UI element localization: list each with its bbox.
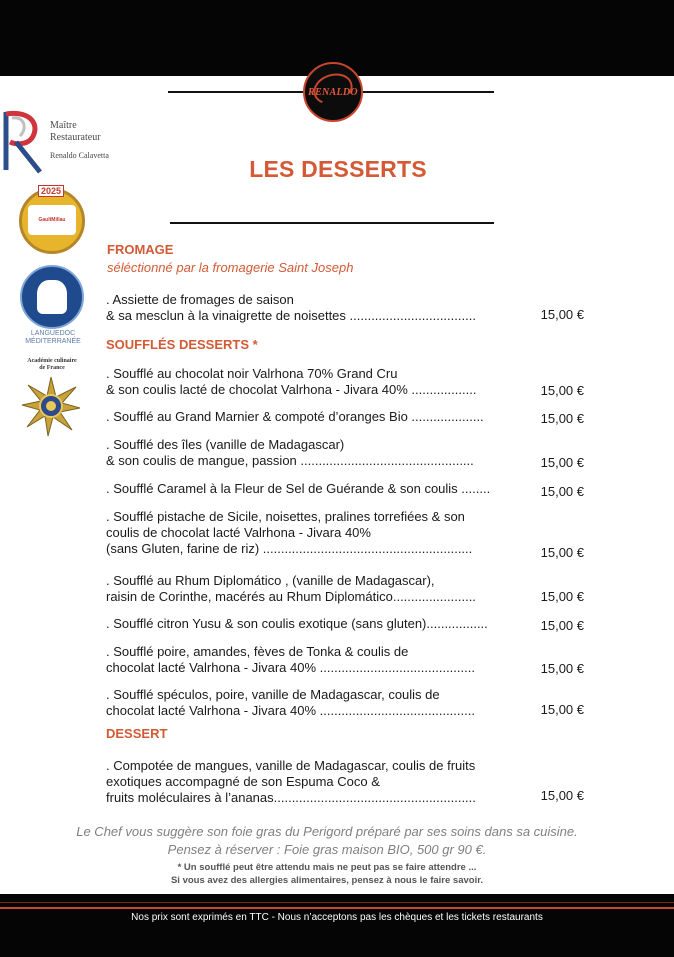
restaurateur-line: Restaurateur — [50, 132, 101, 143]
item-price: 15,00 € — [540, 484, 584, 499]
medal-label: GaultMillau — [28, 205, 76, 235]
menu-item — [106, 644, 498, 676]
region-line-1: LANGUEDOC — [30, 330, 76, 337]
header-rule-right — [362, 91, 494, 93]
item-price: 15,00 € — [540, 618, 584, 633]
item-line: coulis de chocolat lacté Valrhona - Jivara 40% — [106, 525, 371, 540]
item-price: 15,00 € — [540, 307, 584, 322]
item-line: . Soufflé des îles (vanille de Madagascar) — [106, 437, 345, 452]
maitre-line: Maître — [50, 120, 77, 131]
item-price: 15,00 € — [540, 545, 584, 560]
bottom-accent-thin — [0, 902, 674, 903]
souffle-note: * Un soufflé peut être attendu mais ne peut pas se faire attendre ... — [177, 862, 477, 873]
menu-item — [106, 509, 498, 557]
logo-swash-icon — [309, 69, 356, 110]
item-line: . Soufflé spéculos, poire, vanille de Madagascar, coulis de — [106, 687, 440, 702]
allergy-note: Si vous avez des allergies alimentaires, pensez à nous le faire savoir. — [170, 875, 484, 886]
academie-label — [16, 358, 88, 372]
legal-notice: Nos prix sont exprimés en TTC - Nous n’acceptons pas les chèques et les tickets restaurants — [131, 912, 543, 923]
item-line: chocolat lacté Valrhona - Jivara 40% ........................................... — [106, 703, 475, 718]
chef-suggestion — [60, 823, 594, 859]
section-heading-souffles: SOUFFLÉS DESSERTS * — [106, 337, 258, 352]
academie-star-icon — [20, 375, 82, 437]
item-line: . Compotée de mangues, vanille de Madagascar, coulis de fruits — [106, 758, 476, 773]
section-heading-fromage: FROMAGE — [107, 242, 174, 257]
menu-item — [106, 409, 498, 425]
menu-item — [106, 573, 498, 605]
item-price: 15,00 € — [540, 788, 584, 803]
menu-item — [106, 366, 498, 398]
item-line: . Soufflé au Grand Marnier & compoté d’oranges Bio .................... — [106, 409, 484, 424]
item-line: . Soufflé Caramel à la Fleur de Sel de Guérande & son coulis ........ — [106, 481, 491, 496]
renaldo-logo — [303, 62, 363, 122]
item-line: . Soufflé pistache de Sicile, noisettes, pralines torrefiées & son — [106, 509, 465, 524]
maitre-restaurateur-label — [50, 120, 101, 144]
academie-line-1: Académie culinaire — [27, 358, 77, 364]
menu-item — [106, 687, 498, 719]
item-line: (sans Gluten, farine de riz) .......................................................... — [106, 541, 473, 556]
title-rule — [170, 222, 494, 224]
item-price: 15,00 € — [540, 661, 584, 676]
bottom-band — [0, 894, 674, 957]
bottom-accent-line — [0, 907, 674, 909]
item-line: raisin de Corinthe, macérés au Rhum Diplomático....................... — [106, 589, 476, 604]
toques-blanches-badge-icon — [20, 265, 84, 329]
chef-line: Le Chef vous suggère son foie gras du Perigord préparé par ses soins dans sa cuisine. — [76, 824, 578, 839]
item-price: 15,00 € — [540, 455, 584, 470]
page-title: LES DESSERTS — [249, 156, 427, 182]
section-heading-dessert: DESSERT — [106, 726, 168, 741]
menu-item — [106, 481, 498, 497]
item-line: fruits moléculaires à l’ananas........................................................ — [106, 790, 476, 805]
region-line-2: MÉDITERRANÉE — [25, 338, 81, 345]
item-line: . Soufflé au chocolat noir Valrhona 70% Grand Cru — [106, 366, 398, 381]
item-line: . Soufflé citron Yusu & son coulis exotique (sans gluten)................. — [106, 616, 488, 631]
menu-item — [106, 616, 498, 632]
item-price: 15,00 € — [540, 411, 584, 426]
item-line: . Assiette de fromages de saison — [106, 292, 294, 307]
item-line: . Soufflé poire, amandes, fèves de Tonka & coulis de — [106, 644, 409, 659]
menu-item — [106, 292, 498, 324]
maitre-restaurateur-r-icon — [2, 108, 46, 174]
medal-year: 2025 — [38, 185, 64, 197]
item-line: chocolat lacté Valrhona - Jivara 40% ........................................... — [106, 660, 475, 675]
item-price: 15,00 € — [540, 589, 584, 604]
gault-millau-medal-icon — [19, 188, 85, 254]
fromage-subheading: séléctionné par la fromagerie Saint Joseph — [107, 260, 354, 275]
header-rule-left — [168, 91, 304, 93]
region-label — [18, 330, 88, 346]
reserve-line: Pensez à réserver : Foie gras maison BIO, 500 gr 90 €. — [167, 842, 487, 857]
item-line: . Soufflé au Rhum Diplomático , (vanille de Madagascar), — [106, 573, 435, 588]
footnotes — [60, 861, 594, 887]
chef-toque-icon — [37, 280, 67, 314]
menu-item — [106, 758, 498, 806]
item-line: exotiques accompagné de son Espuma Coco & — [106, 774, 380, 789]
item-line: & son coulis de mangue, passion ................................................ — [106, 453, 474, 468]
item-price: 15,00 € — [540, 383, 584, 398]
item-line: & sa mesclun à la vinaigrette de noisettes ................................... — [106, 308, 476, 323]
menu-item — [106, 437, 498, 469]
item-line: & son coulis lacté de chocolat Valrhona - Jivara 40% .................. — [106, 382, 477, 397]
item-price: 15,00 € — [540, 702, 584, 717]
logo-text: RENALDO — [308, 86, 358, 98]
academie-line-2: de France — [39, 365, 65, 371]
chef-name: Renaldo Calavetta — [50, 151, 109, 160]
